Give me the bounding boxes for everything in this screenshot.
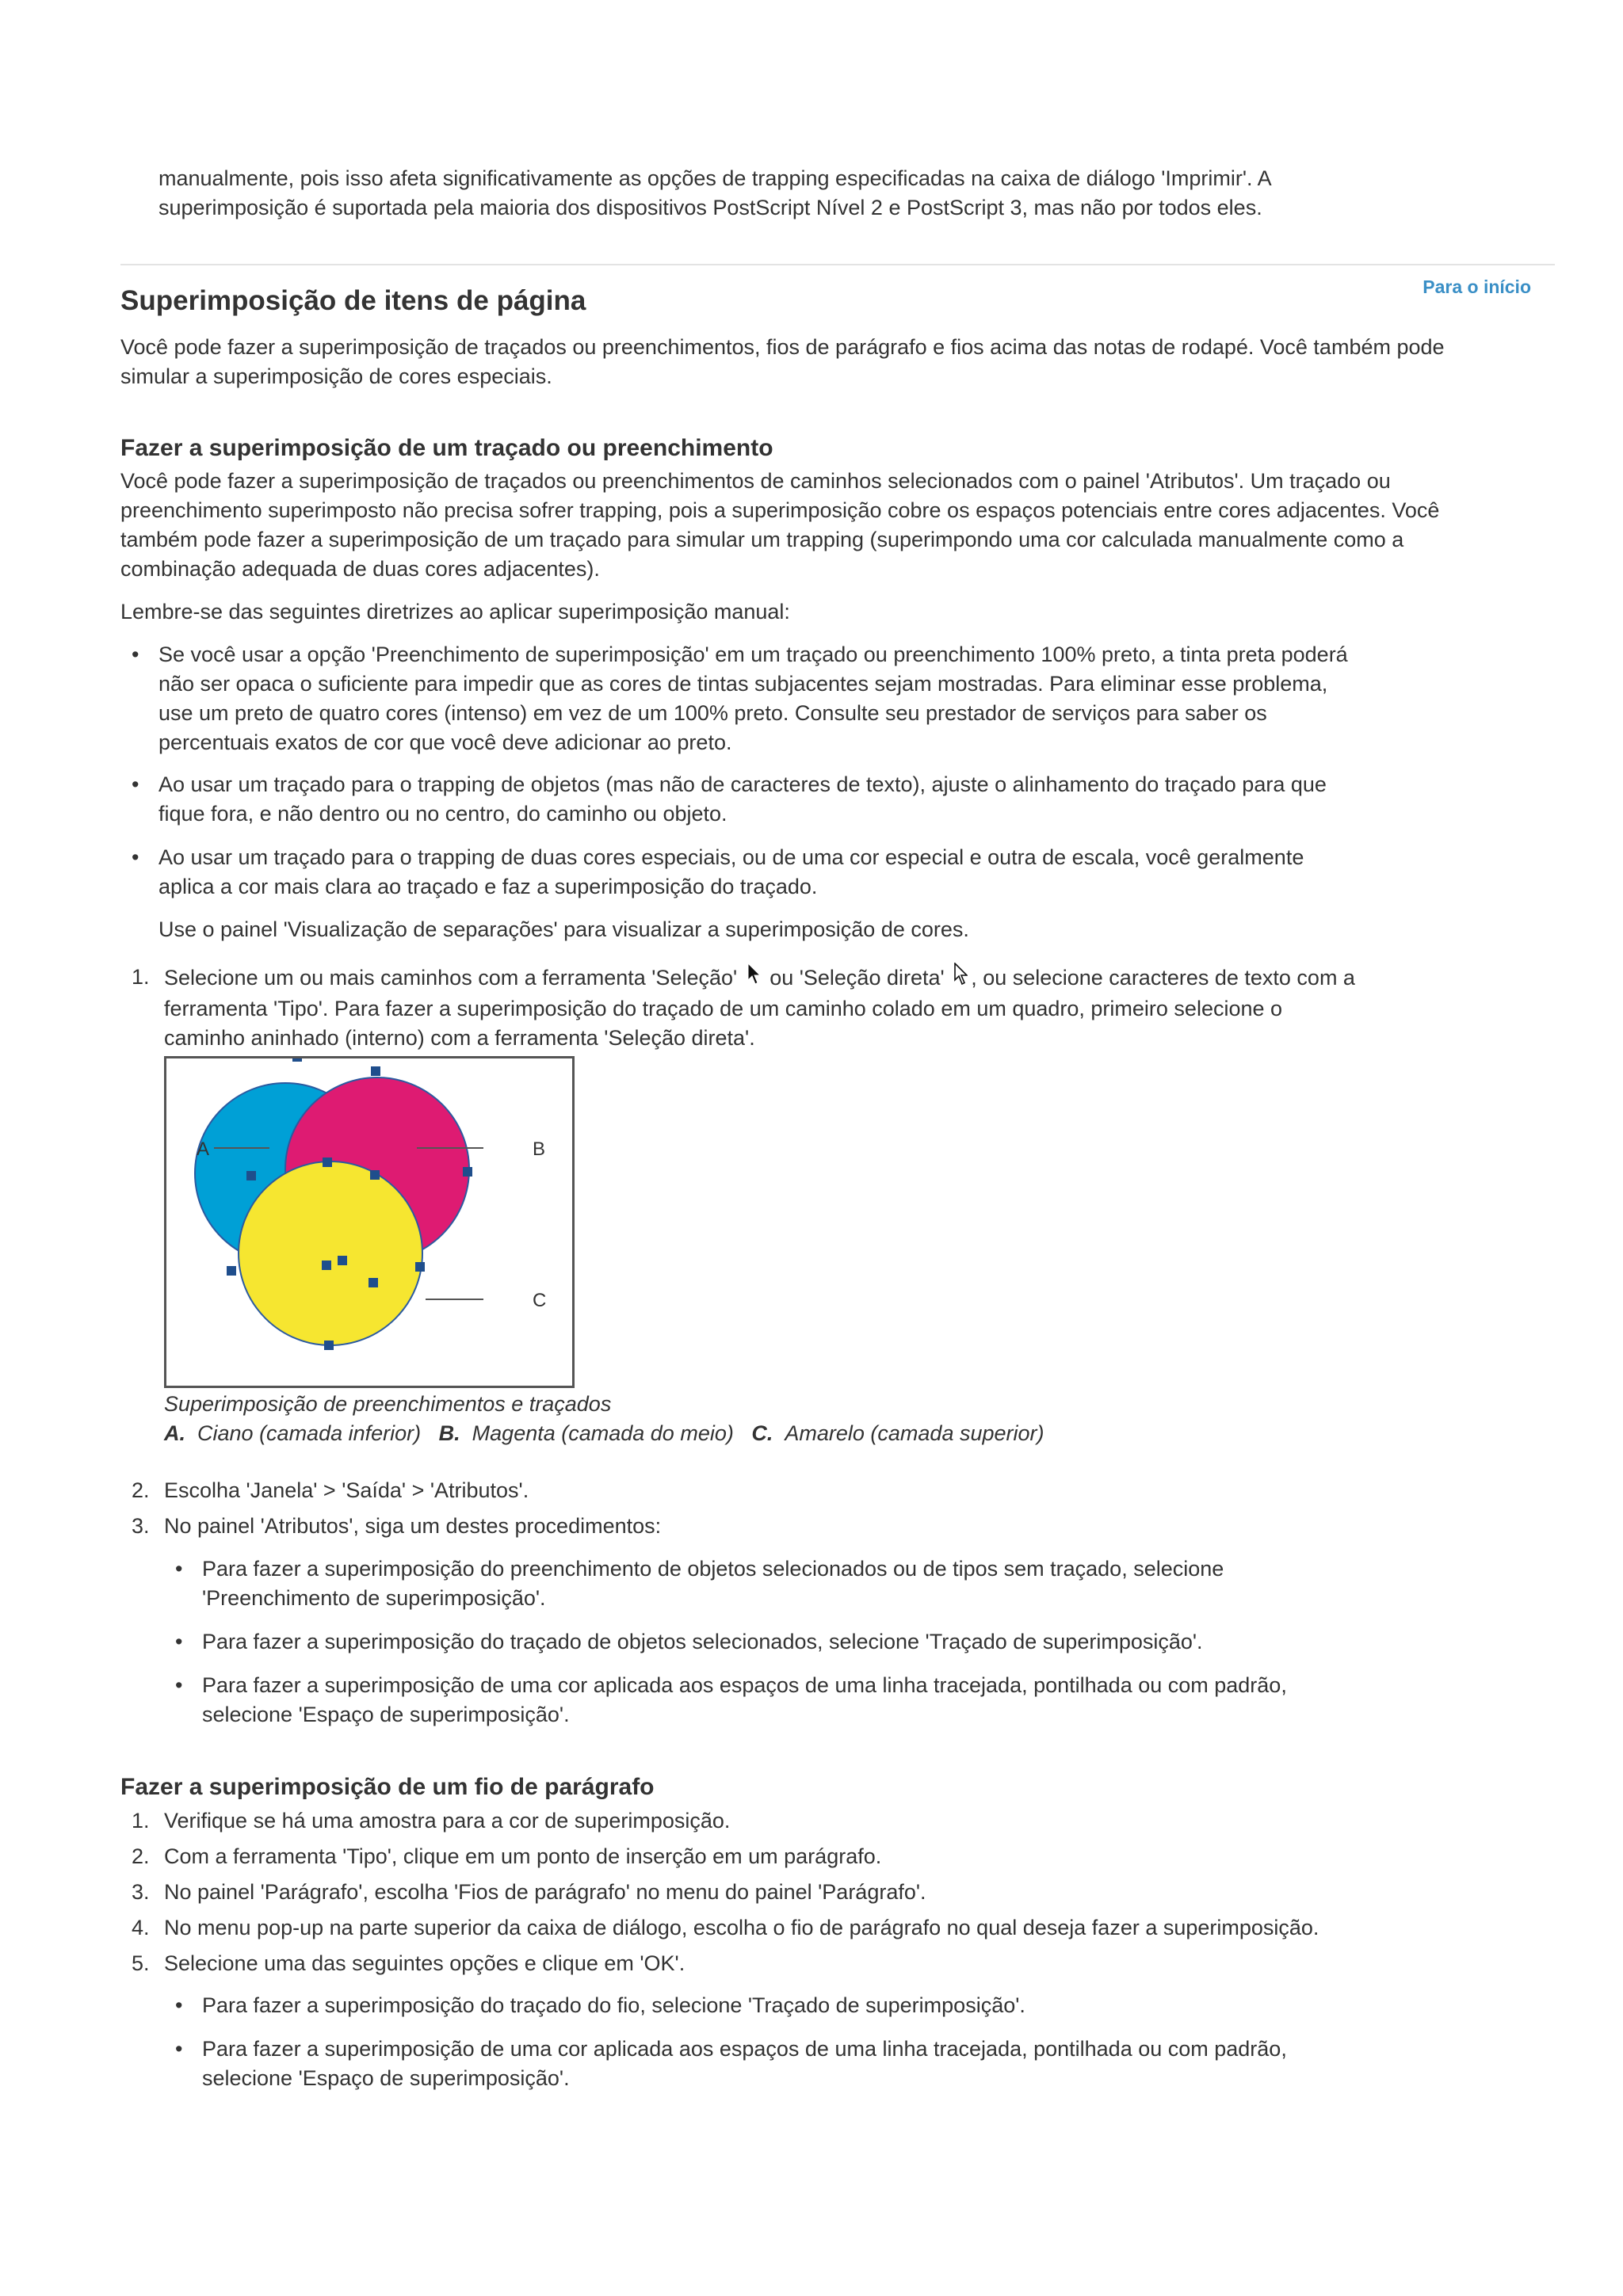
subsection-1-paragraph	[120, 467, 1499, 584]
step-text: Verifique se há uma amostra para a cor de superimposição.	[164, 1809, 731, 1833]
paragraph-rule-options	[164, 1991, 1025, 2020]
caption-legend	[164, 1419, 1044, 1448]
caption-text-b: Magenta (camada do meio)	[472, 1421, 734, 1445]
direct-selection-tool-icon	[953, 963, 968, 994]
step-item	[120, 1913, 1499, 1943]
anchor-point	[292, 1058, 302, 1062]
step-number: 5.	[132, 1951, 150, 1975]
step-text: No painel 'Atributos', siga um destes procedimentos:	[164, 1514, 662, 1538]
selection-tool-icon	[747, 963, 761, 994]
label-b: B	[533, 1138, 546, 1160]
step-text: Escolha 'Janela' > 'Saída' > 'Atributos'.	[164, 1478, 529, 1502]
figure-caption	[164, 1390, 1044, 1448]
label-c: C	[533, 1290, 547, 1311]
list-item-line: • Para fazer a superimposição do traçado de objetos selecionados, selecione 'Traçado de superimposição'.	[202, 1630, 1203, 1653]
caption-text-c: Amarelo (camada superior)	[785, 1421, 1044, 1445]
step-item	[120, 1878, 1499, 1907]
caption-key-c: C.	[751, 1421, 773, 1445]
attributes-options	[164, 1627, 1203, 1657]
list-item-line: • Ao usar um traçado para o trapping de duas cores especiais, ou de uma cor especial e outra de escala, você geralmente	[158, 845, 1304, 869]
step-text: No painel 'Parágrafo', escolha 'Fios de parágrafo' no menu do painel 'Parágrafo'.	[164, 1880, 926, 1904]
list-item-line: • Para fazer a superimposição do preenchimento de objetos selecionados ou de tipos sem traçado, selecione	[202, 1557, 1224, 1581]
step-number: 4.	[132, 1916, 150, 1939]
anchor-point	[227, 1266, 236, 1276]
list-item	[164, 1554, 1224, 1613]
subsection-title-stroke-fill: Fazer a superimposição de um traçado ou preenchimento	[120, 435, 773, 461]
caption-key-a: A.	[164, 1421, 185, 1445]
yellow-circle	[239, 1161, 422, 1345]
anchor-point	[324, 1341, 334, 1350]
attributes-options	[164, 1554, 1224, 1613]
step-line	[164, 963, 1499, 994]
section-intro-line-1: Você pode fazer a superimposição de traçados ou preenchimentos, fios de parágrafo e fios acima das notas de rodapé. Você também pode	[120, 335, 1445, 359]
list-item	[120, 640, 1348, 757]
list-item-line: • Ao usar um traçado para o trapping de objetos (mas não de caracteres de texto), ajuste o alinhamento do traçado para que	[158, 772, 1327, 796]
step-item	[120, 963, 1499, 1053]
list-item-line: use um preto de quatro cores (intenso) em vez de um 100% preto. Consulte seu prestador de serviços para saber os	[158, 701, 1267, 725]
label-a: A	[197, 1138, 210, 1160]
step-line: ferramenta 'Tipo'. Para fazer a superimposição do traçado de um caminho colado em um quadro, primeiro selecione o	[164, 997, 1283, 1020]
section-title: Superimposição de itens de página	[120, 285, 586, 316]
step-number: 2.	[132, 1844, 150, 1868]
step-item	[120, 1949, 1499, 1978]
list-item-line: • Para fazer a superimposição de uma cor aplicada aos espaços de uma linha tracejada, pontilhada ou com padrão,	[202, 2037, 1287, 2061]
step-text: ou 'Seleção direta'	[769, 966, 945, 990]
step-item	[120, 1842, 1499, 1871]
guidelines-list	[120, 843, 1304, 902]
step-line: caminho aninhado (interno) com a ferramenta 'Seleção direta'.	[164, 1026, 755, 1050]
attributes-options-wrap	[164, 1554, 1495, 1737]
step-number: 2.	[132, 1478, 150, 1502]
caption-key-b: B.	[438, 1421, 460, 1445]
list-item-line: • Para fazer a superimposição de uma cor aplicada aos espaços de uma linha tracejada, pontilhada ou com padrão,	[202, 1673, 1287, 1697]
anchor-point	[323, 1158, 332, 1167]
para-line: preenchimento superimposto não precisa sofrer trapping, pois a superimposição cobre os espaços potenciais entre cores adjacentes. Você	[120, 498, 1440, 522]
anchor-point	[463, 1167, 472, 1177]
overprint-illustration	[166, 1058, 572, 1386]
guidelines-list-wrap	[120, 640, 1499, 957]
paragraph-rule-options-wrap	[164, 1991, 1495, 2110]
guidelines-list	[120, 640, 1348, 757]
caption-title: Superimposição de preenchimentos e traçados	[164, 1392, 612, 1416]
list-item-line: não ser opaca o suficiente para impedir que as cores de tintas subjacentes sejam mostradas. Para eliminar esse problema,	[158, 672, 1328, 696]
anchor-point	[322, 1261, 331, 1270]
step-text: Com a ferramenta 'Tipo', clique em um ponto de inserção em um parágrafo.	[164, 1844, 882, 1868]
section-intro	[120, 333, 1499, 391]
guidelines-list	[120, 770, 1327, 829]
step-text: Selecione uma das seguintes opções e clique em 'OK'.	[164, 1951, 685, 1975]
intro-line-2: superimposição é suportada pela maioria dos dispositivos PostScript Nível 2 e PostScript 3, mas não por todos eles.	[158, 196, 1262, 219]
para-line: combinação adequada de duas cores adjacentes).	[120, 557, 600, 581]
step-number: 3.	[132, 1514, 150, 1538]
list-item-line: • Para fazer a superimposição do traçado do fio, selecione 'Traçado de superimposição'.	[202, 1993, 1025, 2017]
paragraph-rule-options	[164, 2035, 1287, 2093]
list-item	[164, 1627, 1203, 1657]
list-item-line: aplica a cor mais clara ao traçado e faz a superimposição do traçado.	[158, 875, 818, 898]
guidelines-intro: Lembre-se das seguintes diretrizes ao aplicar superimposição manual:	[120, 600, 790, 624]
step-text: Selecione um ou mais caminhos com a ferramenta 'Seleção'	[164, 966, 738, 990]
intro-paragraph	[158, 164, 1395, 223]
step-item	[120, 1512, 1499, 1541]
step-number: 1.	[132, 1809, 150, 1833]
step-text: , ou selecione caracteres de texto com a	[971, 966, 1355, 990]
anchor-point	[371, 1066, 380, 1076]
list-item-line: • Se você usar a opção 'Preenchimento de superimposição' em um traçado ou preenchimento 100% preto, a tinta preta poderá	[158, 643, 1348, 666]
anchor-point	[415, 1262, 425, 1272]
step-number: 3.	[132, 1880, 150, 1904]
anchor-point	[369, 1278, 378, 1287]
para-line: também pode fazer a superimposição de um traçado para simular um trapping (superimpondo uma cor calculada manualmente como a	[120, 528, 1404, 551]
anchor-point	[338, 1256, 347, 1265]
list-item	[120, 770, 1327, 829]
step-text: No menu pop-up na parte superior da caixa de diálogo, escolha o fio de parágrafo no qual deseja fazer a superimposição.	[164, 1916, 1319, 1939]
list-item-line: fique fora, e não dentro ou no centro, do caminho ou objeto.	[158, 802, 727, 826]
caption-text-a: Ciano (camada inferior)	[197, 1421, 422, 1445]
list-item-line: selecione 'Espaço de superimposição'.	[202, 1703, 570, 1726]
back-to-top-link[interactable]: Para o início	[1423, 277, 1531, 297]
list-item-line: selecione 'Espaço de superimposição'.	[202, 2066, 570, 2090]
list-item	[164, 1671, 1287, 1730]
intro-line-1: manualmente, pois isso afeta significativamente as opções de trapping especificadas na caixa de diálogo 'Imprimir'. A	[158, 166, 1272, 190]
section-divider	[120, 264, 1555, 265]
list-item	[164, 2035, 1287, 2093]
anchor-point	[370, 1170, 380, 1180]
step-item	[120, 1806, 1499, 1836]
list-item-line: 'Preenchimento de superimposição'.	[202, 1586, 546, 1610]
section-intro-line-2: simular a superimposição de cores especiais.	[120, 364, 552, 388]
step-item	[120, 1476, 1499, 1505]
para-line: Você pode fazer a superimposição de traçados ou preenchimentos de caminhos selecionados com o painel 'Atributos'. Um traçado ou	[120, 469, 1391, 493]
preview-note: Use o painel 'Visualização de separações' para visualizar a superimposição de cores.	[158, 917, 969, 941]
paragraph-rule-steps	[120, 1806, 1499, 1978]
list-item-line: percentuais exatos de cor que você deve adicionar ao preto.	[158, 730, 732, 754]
steps-list-1	[120, 963, 1499, 1053]
anchor-point	[246, 1171, 256, 1180]
list-item	[164, 1991, 1025, 2020]
attributes-options	[164, 1671, 1287, 1730]
steps-list-2	[120, 1476, 1499, 1541]
list-item	[120, 843, 1304, 902]
overprint-figure	[164, 1056, 575, 1388]
step-number: 1.	[132, 965, 150, 989]
subsection-title-paragraph-rule: Fazer a superimposição de um fio de parágrafo	[120, 1774, 655, 1800]
